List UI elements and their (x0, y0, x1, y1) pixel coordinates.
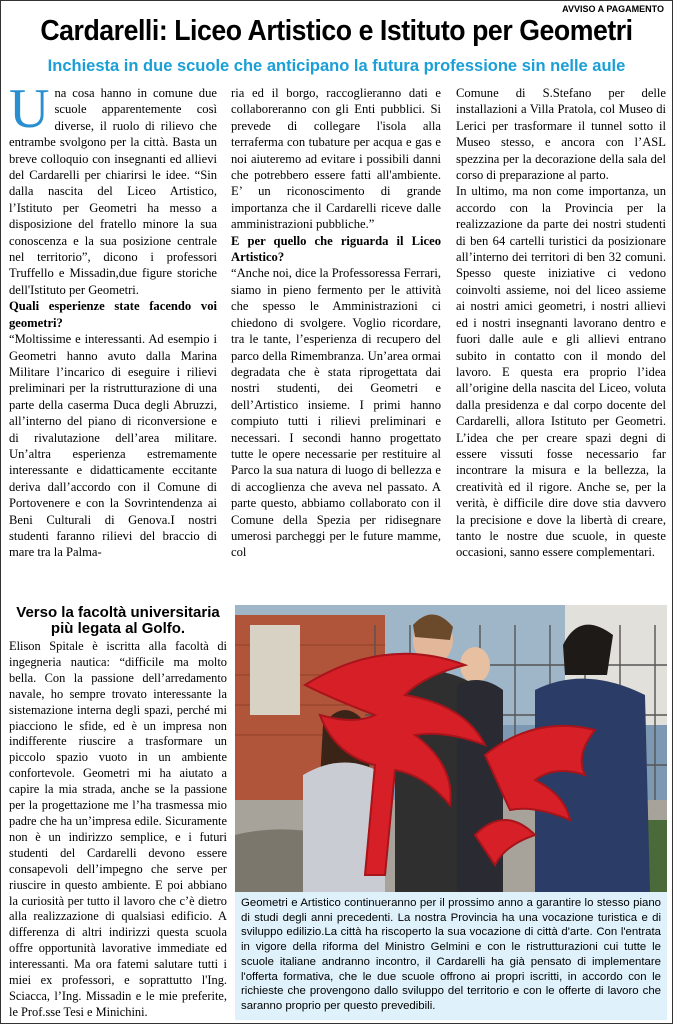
paragraph: “Anche noi, dice la Professoressa Ferrari, siamo in pieno fermento per le attività che spesso le Amministrazioni ci chiedono di svolgere. Voglio ricordare, tra le tante, l’esperienza di recupero del parco della Rimembranza. Un’area ormai degradata che è stata riprogettata dai nostri studenti, dei Geometri e dell’Artistico insieme. I primi hanno compiuto tutti i rilievi preliminari e necessari. I secondi hanno progettato tutte le opere necessarie per restituire al Parco la sua natura di luogo di bellezza e di accoglienza che aveva nel passato. A parte questo, abbiamo collaborato con il Comune della Spezia per ridisegnare umerosi parcheggi per le future mamme, col (231, 266, 441, 560)
page-headline: Cardarelli: Liceo Artistico e Istituto per Geometri (40, 15, 633, 47)
interview-question: E per quello che riguarda il Liceo Artistico? (231, 233, 441, 265)
article-column-2 (231, 85, 441, 561)
paragraph: Elison Spitale è iscritta alla facoltà di ingegneria nautica: “difficile ma molto bella. Con la passione dell’arredamento navale, ho sempre trovato interessante la sistemazione interna degli spazi, perché mi piacciono le sfide, ed è un impresa non indifferente riuscire a trasformare un piccolo spazio vuoto in un ambiente confortevole. Geometri mi ha aiutato a capire la mia strada, anche se la passione per la progettazione me l’ha trasmessa mio padre che ha un’impresa edile. Sicuramente non è un indirizzo semplice, e i futuri studenti del Cardarelli devono essere consapevoli dell’impegno che serve per riuscire in questo ambiente. E poi abbiano la curiosità per tutto il lavoro che c’è dietro alla realizzazione di qualsiasi edificio. A differenza di altri indirizzi questa scuola offre opportunità lavorative immediate ed interessanti. Ma ora fatemi salutare tutti i miei ex professori, e soprattutto l'Ing. Sciacca, l’Ing. Missadin e le mie preferite, le Prof.sse Tesi e Minichini. (9, 639, 227, 1019)
paragraph: Comune di S.Stefano per delle installazioni a Villa Pratola, col Museo di Lerici per trasformare il tunnel sotto il Museo stesso, e ancora con l’ASL spezzina per la decorazione della sala del corso di preparazione al parto. (456, 86, 666, 183)
paragraph: ria ed il borgo, raccoglieranno dati e collaboreranno con gli Enti pubblici. Si prevede di collegare l'isola alla terraferma con tubature per acqua e gas e noi aiuteremo ad evitare i possibili danni che potrebbero essere fatti all'ambiente. E’ un riconoscimento di grande importanza che il Cardarelli riceve dalle amministrazioni pubbliche.” (231, 86, 441, 232)
interview-question: Quali esperienze state facendo voi geometri? (9, 299, 217, 330)
article-column-3 (456, 85, 666, 561)
group-photo (235, 605, 667, 892)
sidebar-title: Verso la facoltà universitaria più legata al Golfo. (16, 604, 220, 637)
page-subheadline: Inchiesta in due scuole che anticipano la futura professione sin nelle aule (47, 57, 626, 75)
paragraph: na cosa hanno in comune due scuole apparentemente così diverse, il ruolo di rilievo che entrambe svolgono per la città. Basta un breve colloquio con insegnanti ed allievi del Cardarelli per chiarirsi le idee. “Sin dalla nascita del Liceo Artistico, l’Istituto per Geometri ha messo a disposizione del fratello minore la sua conoscenza e la sua posizione centrale nel territorio”, dicono i professori Truffello e Missadin,due figure storiche dell'Istituto per Geometri. (9, 86, 217, 297)
paragraph: In ultimo, ma non come importanza, un accordo con la Provincia per la realizzazione da parte dei nostri studenti di ben 64 cartelli turistici da posizionare all’interno dei territori di ben 32 comuni. Spesso queste iniziative ci vedono coinvolti assieme, noi del liceo assieme ai nostri amici geometri, i nostri allievi ed i nostri insegnanti lavorano dentro e fuori dalle aule e gli allievi entrano subito in contatto con il mondo del lavoro. E questa era proprio l’idea all’origine della nascita del Liceo, voluta dalla presidenza e dal corpo docente del Cardarelli, allora Istituto per Geometri. L’idea che per creare spazi degni di essere vissuti fosse necessario far incontrare la misura e la bellezza, la creatività ed il rigore. Anche se, per la verità, è difficile dire dove stia davvero la precisione e dove la libertà di creare, tanto le nostre due scuole, in queste occasioni, sanno essere complementari. (456, 184, 666, 560)
sidebar-body (9, 639, 227, 1021)
drop-cap: U (9, 78, 50, 140)
article-column-1 (9, 78, 217, 561)
paragraph: “Moltissime e interessanti. Ad esempio i Geometri hanno avuto dalla Marina Militare l’incarico di eseguire i rilievi preliminari per la ristrutturazione di una parte della caserma Duca degli Abruzzi, all’interno del piano di riconversione e di rivalutazione dell’area militare. Un’altra esperienza estremamente interessante e didatticamente eccitante deriva dall’accordo con il Comune di Portovenere e con la Sovrintendenza ai Beni Culturali di Genova.I nostri studenti faranno rilievi del braccio di mare tra la Palma- (9, 332, 217, 560)
photo-caption: Geometri e Artistico continueranno per il prossimo anno a garantire lo stesso piano di studi degli anni precedenti. La nostra Provincia ha una vocazione turistica e di sviluppo edilizio.La città ha riscoperto la sua vocazione di città d'arte. Con l'entrata in vigore della riforma del Ministro Gelmini e con le ristrutturazioni cui tutte le scuole italiane andranno incontro, il Cardarelli ha già pensato di implementare l'offerta formativa, che le due scuole offrono ai propri iscritti, in accordo con le richieste che provengono dallo sviluppo del territorio e con le offerte di lavoro che saranno proprio per questo prevedibili. (235, 892, 667, 1020)
paid-notice-label: AVVISO A PAGAMENTO (562, 4, 664, 14)
photo-illustration (235, 605, 667, 892)
